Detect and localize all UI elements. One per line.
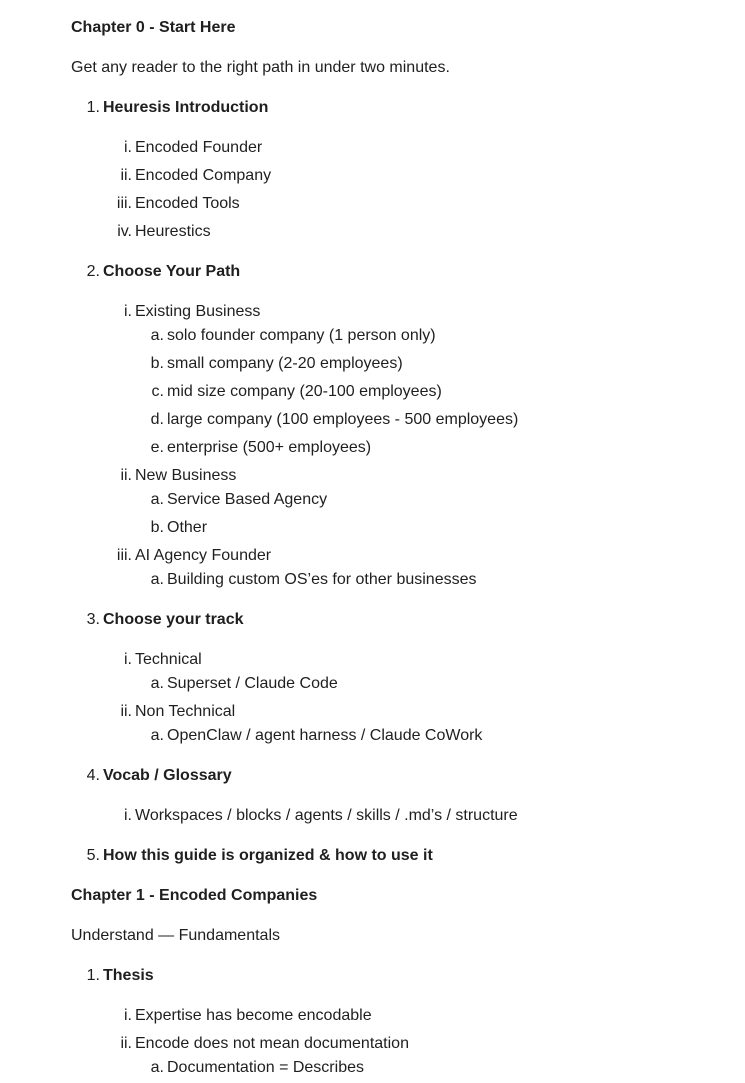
list-number: i. (124, 807, 132, 824)
section-title: Vocab / Glossary (103, 767, 232, 784)
list-item (71, 465, 671, 487)
list-number: d. (150, 411, 164, 428)
list-item (71, 673, 671, 695)
list-item-text: large company (100 employees - 500 employees) (167, 411, 519, 428)
list-item-text: Building custom OS’es for other businesses (167, 571, 477, 588)
list-number: a. (150, 491, 164, 508)
list-number: a. (150, 675, 164, 692)
list-item (71, 701, 671, 723)
list-number: c. (151, 383, 164, 400)
list-item (71, 165, 671, 187)
list-item (71, 545, 671, 567)
list-number: 4. (86, 767, 100, 784)
section-heading (71, 965, 671, 987)
list-item-text: Technical (135, 651, 202, 668)
list-item-text: Non Technical (135, 703, 236, 720)
list-item-text: small company (2-20 employees) (167, 355, 403, 372)
section-title: How this guide is organized & how to use it (103, 847, 433, 864)
list-item-text: Expertise has become encodable (135, 1007, 372, 1024)
list-item-text: Documentation = Describes (167, 1059, 364, 1076)
list-number: i. (124, 303, 132, 320)
list-number: i. (124, 1007, 132, 1024)
section-title: Thesis (103, 967, 154, 984)
list-item-text: solo founder company (1 person only) (167, 327, 436, 344)
list-item (71, 1033, 671, 1055)
list-number: i. (124, 651, 132, 668)
list-item (71, 353, 671, 375)
list-item (71, 409, 671, 431)
list-number: a. (150, 327, 164, 344)
list-item-text: Existing Business (135, 303, 261, 320)
list-item (71, 569, 671, 591)
list-number: a. (150, 727, 164, 744)
list-number: ii. (120, 167, 132, 184)
section-title: Choose Your Path (103, 263, 241, 280)
list-item (71, 517, 671, 539)
list-item-text: Service Based Agency (167, 491, 328, 508)
chapter-0-title: Chapter 0 - Start Here (71, 19, 236, 36)
list-number: 2. (86, 263, 100, 280)
section-title: Heuresis Introduction (103, 99, 269, 116)
section-heading (71, 261, 671, 283)
list-item-text: enterprise (500+ employees) (167, 439, 372, 456)
list-number: ii. (120, 467, 132, 484)
list-item (71, 805, 671, 827)
list-number: b. (150, 519, 164, 536)
list-item-text: Encoded Founder (135, 139, 263, 156)
list-item (71, 489, 671, 511)
list-number: a. (150, 1059, 164, 1076)
list-item-text: OpenClaw / agent harness / Claude CoWork (167, 727, 483, 744)
list-number: iii. (116, 195, 132, 212)
list-number: b. (150, 355, 164, 372)
list-number: iii. (116, 547, 132, 564)
list-item (71, 193, 671, 215)
chapter-0-intro: Get any reader to the right path in under two minutes. (71, 59, 450, 76)
list-item (71, 325, 671, 347)
section-heading (71, 845, 671, 867)
list-item (71, 725, 671, 747)
list-number: 1. (86, 967, 100, 984)
list-item-text: Superset / Claude Code (167, 675, 338, 692)
list-item-text: Encoded Company (135, 167, 272, 184)
list-item (71, 1005, 671, 1027)
list-item-text: Encoded Tools (135, 195, 240, 212)
document-body (71, 0, 745, 1083)
chapter-1-intro: Understand — Fundamentals (71, 927, 280, 944)
list-item (71, 1057, 671, 1079)
list-item-text: Workspaces / blocks / agents / skills / .md’s / structure (135, 807, 518, 824)
list-item-text: New Business (135, 467, 237, 484)
list-item (71, 649, 671, 671)
list-item (71, 301, 671, 323)
list-item (71, 221, 671, 243)
list-number: ii. (120, 1035, 132, 1052)
section-heading (71, 765, 671, 787)
list-number: 5. (86, 847, 100, 864)
list-item (71, 381, 671, 403)
section-title: Choose your track (103, 611, 244, 628)
list-item-text: Heurestics (135, 223, 211, 240)
list-number: 3. (86, 611, 100, 628)
section-heading (71, 609, 671, 631)
section-heading (71, 97, 671, 119)
list-number: 1. (86, 99, 100, 116)
list-number: a. (150, 571, 164, 588)
list-item-text: Other (167, 519, 208, 536)
list-item-text: Encode does not mean documentation (135, 1035, 409, 1052)
list-number: iv. (117, 223, 132, 240)
list-item (71, 137, 671, 159)
list-item-text: AI Agency Founder (135, 547, 272, 564)
list-item-text: mid size company (20-100 employees) (167, 383, 442, 400)
chapter-1-title: Chapter 1 - Encoded Companies (71, 887, 318, 904)
list-number: i. (124, 139, 132, 156)
list-number: e. (150, 439, 164, 456)
list-number: ii. (120, 703, 132, 720)
list-item (71, 437, 671, 459)
